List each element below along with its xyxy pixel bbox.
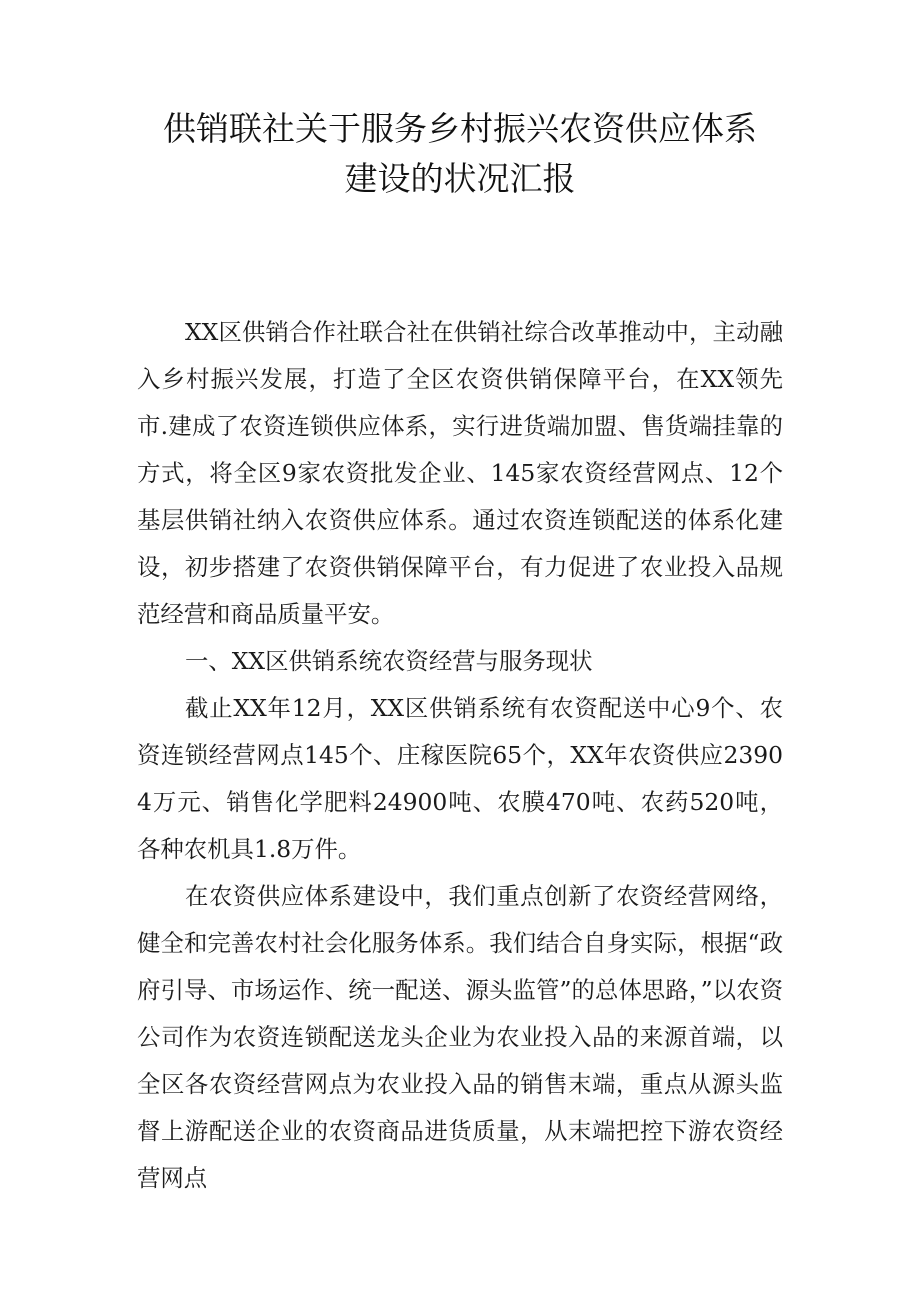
title-line-1: 供销联社关于服务乡村振兴农资供应体系 — [163, 109, 757, 148]
section-heading-1: 一、XX区供销系统农资经营与服务现状 — [185, 647, 593, 675]
intro-paragraph: XX区供销合作社联合社在供销社综合改革推动中，主动融入乡村振兴发展，打造了全区农资供销保障平台，在XX领先市.建成了农资连锁供应体系，实行进货端加盟、售货端挂靠的方式，将全区9家农资批发企业、145家农资经营网点、12个基层供销社纳入农资供应体系。通过农资连锁配送的体系化建设，初步搭建了农资供销保障平台，有力促进了农业投入品规范经营和商品质量平安。 — [137, 318, 783, 628]
document-title — [0, 104, 920, 204]
document-body — [137, 309, 783, 1202]
status-paragraph: 截止XX年12月，XX区供销系统有农资配送中心9个、农资连锁经营网点145个、庄稼医院65个，XX年农资供应23904万元、销售化学肥料24900吨、农膜470吨、农药520吨，各种农机具1.8万件。 — [137, 694, 783, 863]
title-line-2: 建设的状况汇报 — [344, 159, 576, 198]
system-building-paragraph: 在农资供应体系建设中，我们重点创新了农资经营网络，健全和完善农村社会化服务体系。我们结合自身实际，根据“政府引导、市场运作、统一配送、源头监管”的总体思路，”以农资公司作为农资连锁配送龙头企业为农业投入品的来源首端，以全区各农资经营网点为农业投入品的销售末端，重点从源头监督上游配送企业的农资商品进货质量，从末端把控下游农资经营网点 — [137, 882, 783, 1192]
